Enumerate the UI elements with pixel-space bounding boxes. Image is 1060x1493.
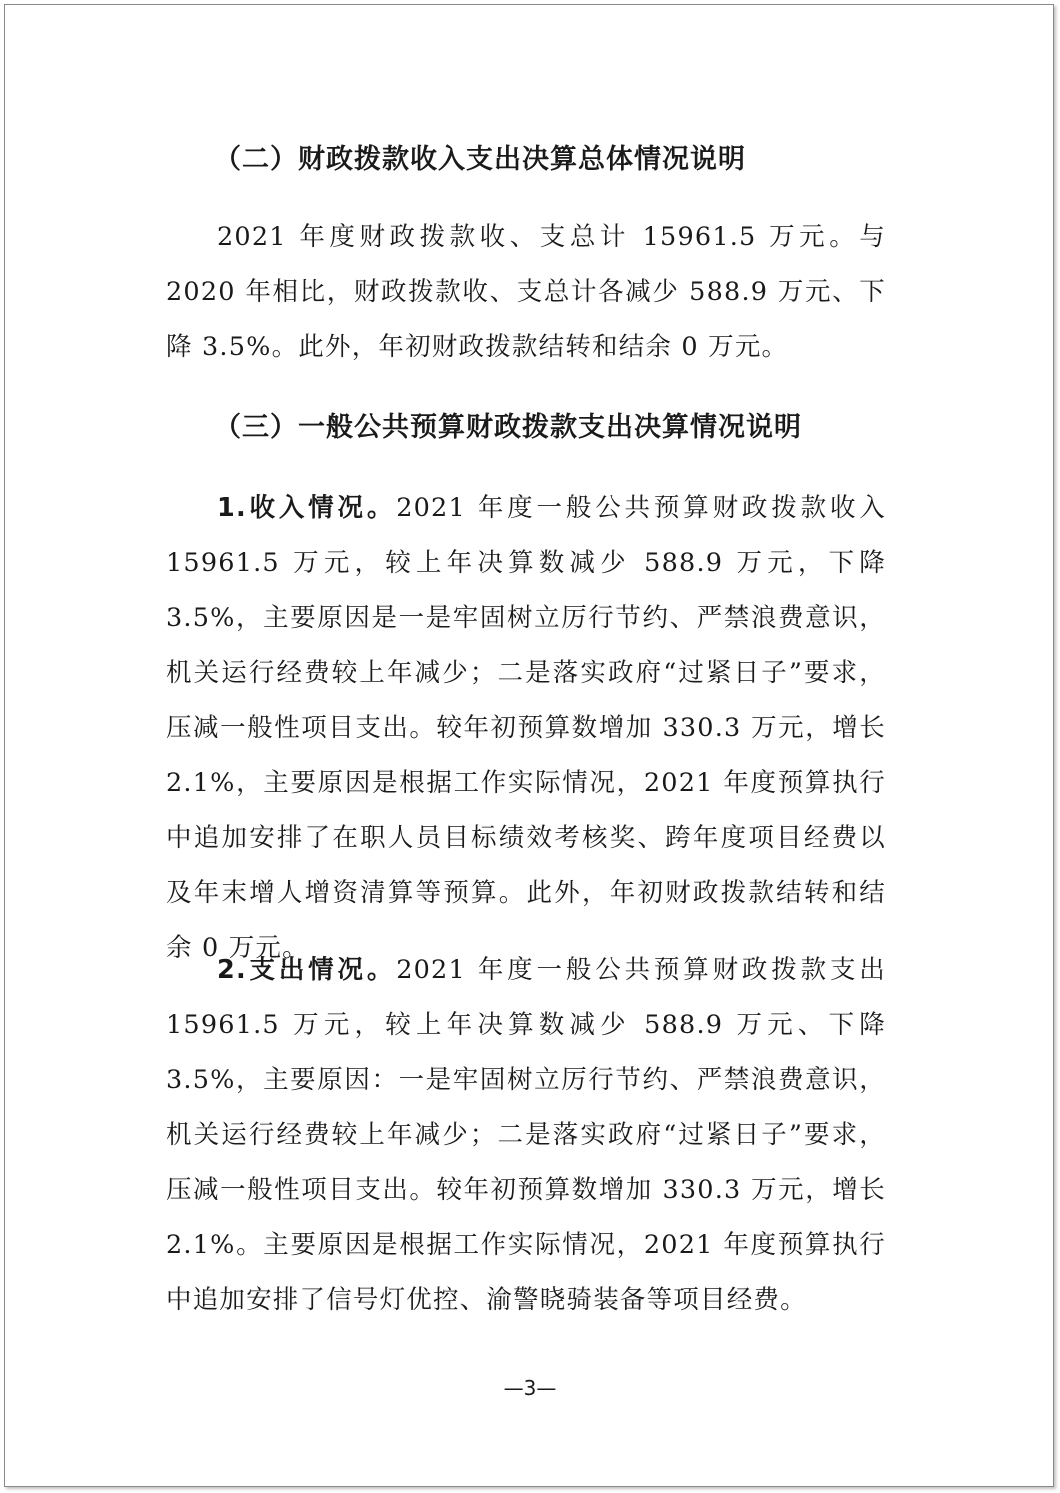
section-2-paragraph: 2021 年度财政拨款收、支总计 15961.5 万元。与 2020 年相比，财政拨款收、支总计各减少 588.9 万元、下降 3.5%。此外，年初财政拨款结转和结余 0 万元。 (166, 222, 886, 362)
income-text: 2021 年度一般公共预算财政拨款收入 15961.5 万元，较上年决算数减少 588.9 万元，下降 3.5%，主要原因是一是牢固树立厉行节约、严禁浪费意识，机关运行经费较上年减少；二是落实政府“过紧日子”要求，压减一般性项目支出。较年初预算数增加 330.3 万元，增长 2.1%，主要原因是根据工作实际情况，2021 年度预算执行中追加安排了在职人员目标绩效考核奖、跨年度项目经费以及年末增人增资清算等预算。此外，年初财政拨款结转和结余 0 万元。 (166, 493, 886, 963)
expenditure-text: 2021 年度一般公共预算财政拨款支出 15961.5 万元，较上年决算数减少 588.9 万元、下降 3.5%，主要原因：一是牢固树立厉行节约、严禁浪费意识，机关运行经费较上年减少；二是落实政府“过紧日子”要求，压减一般性项目支出。较年初预算数增加 330.3 万元，增长 2.1%。主要原因是根据工作实际情况，2021 年度预算执行中追加安排了信号灯优控、渝警晓骑装备等项目经费。 (166, 955, 886, 1315)
section-heading-3: （三）一般公共预算财政拨款支出决算情况说明 (214, 412, 802, 443)
income-paragraph (166, 481, 886, 976)
expenditure-lead: 2.支出情况。 (217, 955, 397, 985)
income-lead: 1.收入情况。 (217, 493, 397, 523)
expenditure-paragraph (166, 943, 886, 1328)
page-number: —3— (503, 1376, 557, 1400)
section-heading-2: （二）财政拨款收入支出决算总体情况说明 (214, 144, 746, 175)
